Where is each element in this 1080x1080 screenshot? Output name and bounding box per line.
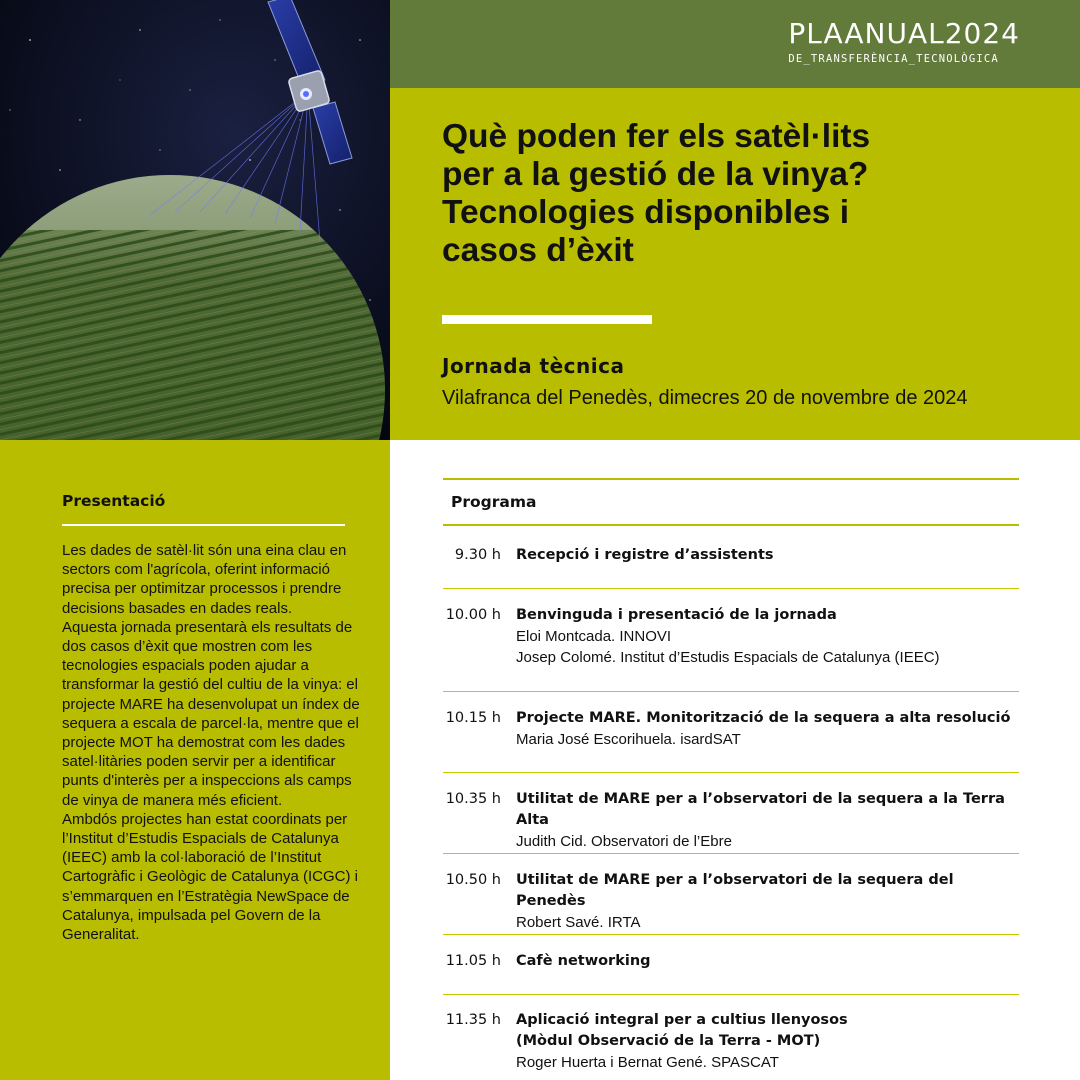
presentation-paragraph: Ambdós projectes han estat coordinats per l’Institut d’Estudis Espacials de Catalunya (IEEC) amb la col·laboració de l’Institut Cartogràfic i Geològic de Catalunya (ICGC) i s’emmarquen en l’Estratègia NewSpace de Catalunya, impulsada pel Govern de la Generalitat. [62, 810, 358, 944]
program-content [516, 605, 1019, 691]
program-item [443, 935, 1019, 995]
program-title: Cafè networking [516, 953, 651, 969]
program-speaker: Roger Huerta i Bernat Gené. SPASCAT [516, 1054, 779, 1071]
program-title: Utilitat de MARE per a l’observatori de la sequera a la Terra Alta [516, 791, 1005, 828]
title-divider [442, 315, 652, 324]
brand-band [390, 0, 1080, 88]
program-item [443, 995, 1019, 1080]
presentation-divider [62, 524, 345, 526]
program-content [516, 545, 1019, 588]
program-time: 10.00 h [445, 607, 501, 623]
program-title: Recepció i registre d’assistents [516, 547, 774, 563]
program-title: Utilitat de MARE per a l’observatori de la sequera del Penedès [516, 872, 954, 909]
presentation-paragraph: Aquesta jornada presentarà els resultats de dos casos d’èxit que mostren com les tecnologies espacials poden ajudar a transformar la gestió del cultiu de la vinya: el projecte MARE ha desenvolupat un índex de sequera a escala de parcel·la, mentre que el projecte MOT ha demostrat com les dades satel·litàries poden servir per a identificar punts d'interès per a inspeccions als camps de vinya de manera més eficient. [62, 618, 360, 809]
program-title: Projecte MARE. Monitorització de la sequera a alta resolució [516, 710, 1011, 726]
page-title [442, 118, 1052, 270]
title-line: casos d’èxit [442, 232, 634, 269]
event-type: Jornada tècnica [442, 354, 625, 378]
program-item [443, 773, 1019, 854]
title-line: per a la gestió de la vinya? [442, 156, 869, 193]
program-time: 9.30 h [454, 547, 501, 563]
hero-image [0, 0, 390, 440]
presentation-body [62, 541, 362, 944]
program-heading: Programa [451, 493, 537, 511]
program-title: Aplicació integral per a cultius llenyosos [516, 1012, 848, 1028]
title-band [390, 88, 1080, 440]
title-line: Tecnologies disponibles i [442, 194, 850, 231]
title-line: Què poden fer els satèl·lits [442, 118, 871, 155]
program-section [443, 478, 1019, 1080]
presentation-panel [0, 440, 390, 1080]
brand-year: 2024 [944, 17, 1020, 50]
satellite-vineyard-illustration [0, 0, 390, 440]
program-content [516, 708, 1019, 772]
program-title: Benvinguda i presentació de la jornada [516, 607, 837, 623]
event-location-date: Vilafranca del Penedès, dimecres 20 de novembre de 2024 [442, 387, 968, 409]
program-content [516, 870, 1019, 934]
program-content [516, 951, 1019, 994]
program-speaker: Maria José Escorihuela. isardSAT [516, 731, 741, 748]
brand-name: PLAANUAL [788, 17, 945, 50]
program-item [443, 589, 1019, 692]
plaanual-logo [788, 18, 1020, 66]
brand-subtitle: DE_TRANSFERÈNCIA_TECNOLÒGICA [788, 53, 999, 65]
program-content [516, 1010, 1019, 1080]
program-time: 10.15 h [445, 710, 501, 726]
program-speaker: Robert Savé. IRTA [516, 914, 641, 931]
presentation-heading: Presentació [62, 492, 166, 510]
program-content [516, 789, 1019, 853]
program-item [443, 526, 1019, 589]
program-speaker: Josep Colomé. Institut d’Estudis Espacials de Catalunya (IEEC) [516, 649, 940, 666]
program-time: 10.35 h [445, 791, 501, 807]
program-speaker: Eloi Montcada. INNOVI [516, 628, 672, 645]
program-time: 10.50 h [445, 872, 501, 888]
program-item [443, 854, 1019, 935]
program-time: 11.05 h [445, 953, 501, 969]
program-speaker: Judith Cid. Observatori de l’Ebre [516, 833, 732, 850]
program-title-subline: (Mòdul Observació de la Terra - MOT) [516, 1033, 821, 1049]
program-item [443, 692, 1019, 773]
program-time: 11.35 h [445, 1012, 501, 1028]
presentation-paragraph: Les dades de satèl·lit són una eina clau en sectors com l'agrícola, oferint informació precisa per optimitzar processos i prendre decisions basades en dades reals. [62, 542, 347, 617]
